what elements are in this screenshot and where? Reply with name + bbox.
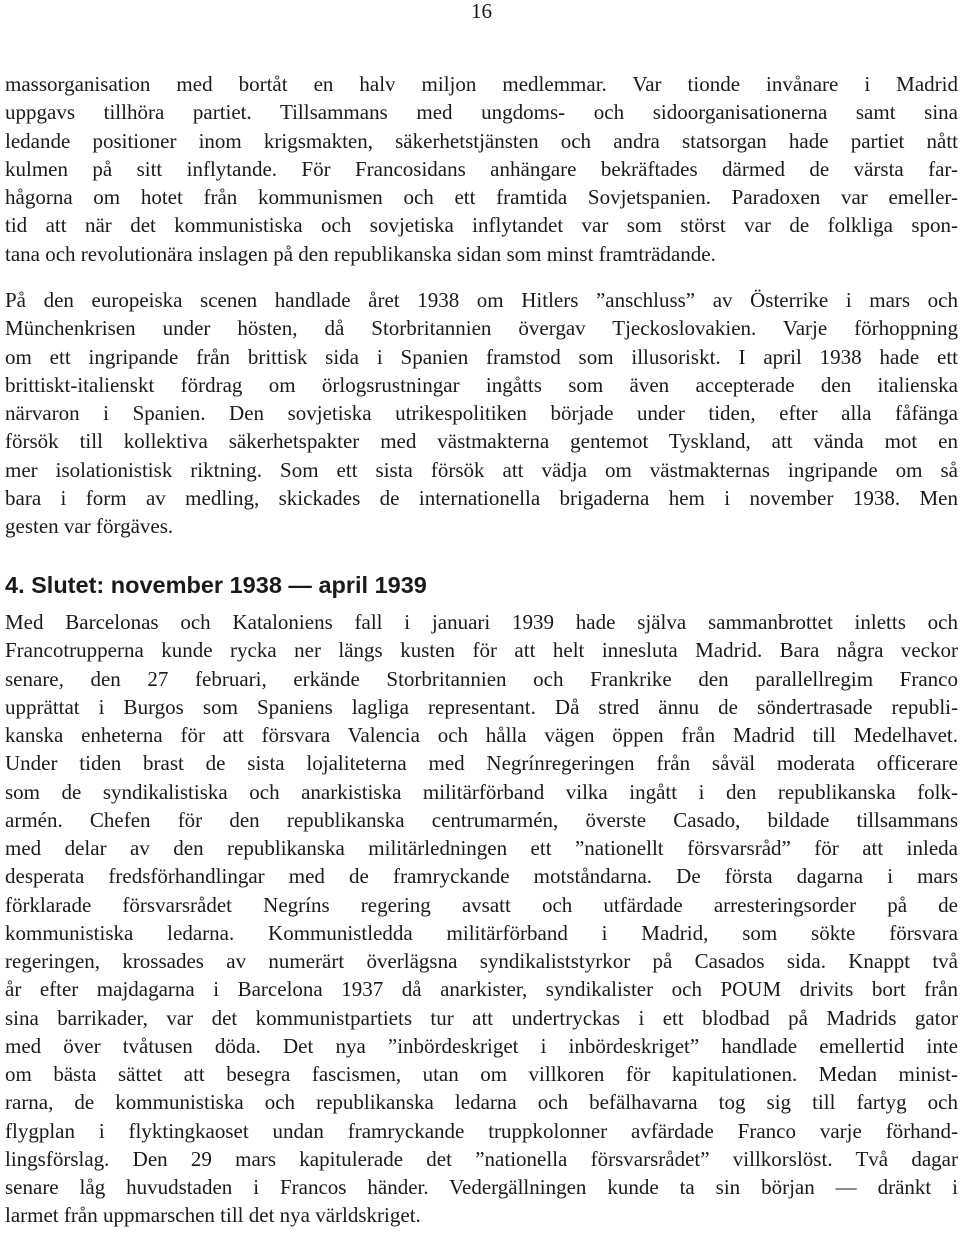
text-line: med över tvåtusen döda. Det nya ”inbördeskriget i inbördeskriget” handlade emellertid inte [5,1033,958,1058]
text-line: försök till kollektiva säkerhetspakter med västmakterna gentemot Tyskland, att vända mot en [5,429,958,454]
text-line: Münchenkrisen under hösten, då Storbritannien övergav Tjeckoslovakien. Varje förhoppning [5,316,958,341]
text-line: närvaron i Spanien. Den sovjetiska utrikespolitiken började under tiden, efter alla fåfänga [5,401,958,425]
text-line: armén. Chefen för den republikanska centrumarmén, överste Casado, bildade tillsammans [5,807,958,832]
text-line: På den europeiska scenen handlade året 1938 om Hitlers ”anschluss” av Österrike i mars och [5,288,958,312]
text-line: ledande positioner inom krigsmakten, säkerhetstjänsten och andra statsorgan hade partiet nått [5,128,958,153]
text-line: lingsförslag. Den 29 mars kapitulerade det ”nationella försvarsrådet” villkorslöst. Två dagar [5,1146,958,1171]
text-line: om bästa sättet att besegra fascismen, utan om villkoren för kapitulationen. Medan minist- [5,1062,958,1086]
text-line: gesten var förgäves. [5,514,174,538]
text-line: kommunistiska ledarna. Kommunistledda militärförband i Madrid, som sökte försvara [5,920,958,945]
page-number: 16 [471,0,492,23]
paragraph-european-scene [5,286,958,540]
text-line: brittiskt-italienskt fördrag om örlogsrustningar ingåtts som även accepterade den italienska [5,372,958,397]
text-line: bara i form av medling, skickades de internationella brigaderna hem i november 1938. Men [5,485,958,510]
text-line: larmet från uppmarschen till det nya världskriget. [5,1203,421,1228]
text-line: hågorna om hotet från kommunismen och ett framtida Sovjetspanien. Paradoxen var emeller- [5,185,958,209]
text-line: upprättat i Burgos som Spaniens lagliga representant. Då stred ännu de söndertrasade republi- [5,694,958,719]
text-line: senare låg huvudstaden i Francos händer. Vedergällningen kunde ta sin början — dränkt i [5,1175,958,1199]
text-line: förklarade försvarsrådet Negríns regering avsatt och utfärdade arresteringsorder på de [5,892,958,917]
text-line: Under tiden brast de sista lojaliteterna med Negrínregeringen från såväl moderata officerare [5,751,958,776]
text-line: desperata fredsförhandlingar med de framryckande motståndarna. De första dagarna i mars [5,864,958,889]
text-line: tana och revolutionära inslagen på den republikanska sidan som minst framträdande. [5,241,716,266]
text-line: Med Barcelonas och Kataloniens fall i januari 1939 hade själva sammanbrottet inletts och [5,610,958,634]
text-line: kanska enheterna för att försvara Valencia och hålla vägen öppen från Madrid till Medelhavet. [5,723,958,747]
text-line: massorganisation med bortåt en halv miljon medlemmar. Var tionde invånare i Madrid [5,72,958,96]
text-line: regeringen, krossades av numerärt överlägsna syndikaliststyrkor på Casados sida. Knappt två [5,949,958,973]
paragraph-communist-influence [5,70,958,268]
text-line: sina barrikader, var det kommunistpartiets tur att undertryckas i ett blodbad på Madrids gator [5,1005,958,1030]
text-line: mer isolationistisk riktning. Som ett sista försök att vädja om västmakternas ingripande om så [5,457,958,482]
text-line: som de syndikalistiska och anarkistiska militärförband vilka ingått i den republikanska folk- [5,779,958,804]
text-line: år efter majdagarna i Barcelona 1937 då anarkister, syndikalister och POUM drivits bort från [5,977,958,1002]
text-line: uppgavs tillhöra partiet. Tillsammans med ungdoms- och sidoorganisationerna samt sina [5,100,958,125]
section-heading: 4. Slutet: november 1938 — april 1939 [5,572,427,598]
text-line: med delar av den republikanska militärledningen ett ”nationellt försvarsråd” för att inleda [5,836,958,860]
text-line: rarna, de kommunistiska och republikanska ledarna och befälhavarna tog sig till fartyg och [5,1090,958,1115]
text-line: Francotrupperna kunde rycka ner längs kusten för att helt innesluta Madrid. Bara några veckor [5,638,958,663]
text-line: om ett ingripande från brittisk sida i Spanien framstod som illusoriskt. I april 1938 hade ett [5,344,958,369]
text-line: senare, den 27 februari, erkände Storbritannien och Frankrike den parallellregim Franco [5,666,958,691]
paragraph-the-end [5,608,958,1230]
text-line: flygplan i flyktingkaoset undan framryckande truppkolonner avfärdade Franco varje förhand- [5,1118,958,1143]
text-line: kulmen på sitt inflytande. För Francosidans anhängare bekräftades därmed de värsta far- [5,156,958,181]
text-line: tid att när det kommunistiska och sovjetiska inflytandet var som störst var de folkliga spon- [5,213,958,238]
